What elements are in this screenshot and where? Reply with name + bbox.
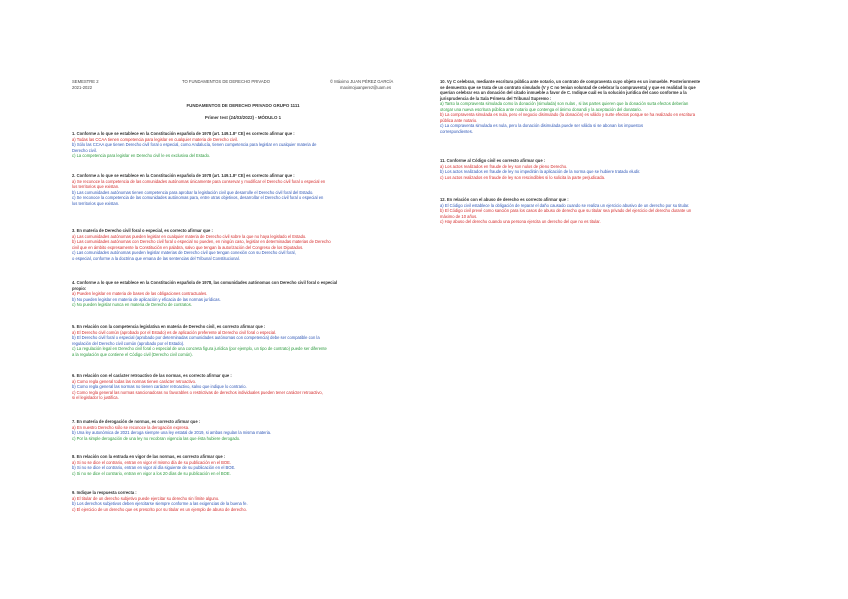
answer-option: c) El ejercicio de un derecho que es prescrito por su titular es un ejemplo de abuso de derecho. xyxy=(72,506,247,512)
answer-option: c) Las comunidades autónomas pueden legislar materias de Derecho civil que tengan conexión con su Derecho civil foral, xyxy=(72,250,296,255)
answer-option: c) La competencia para legislar en Derecho civil le es exclusiva del Estado. xyxy=(72,153,211,158)
answer-option: si el legislador lo justifica. xyxy=(72,395,119,400)
question-block xyxy=(72,228,410,261)
page-title: FUNDAMENTOS DE DERECHO PRIVADO GRUPO 1111 xyxy=(186,103,300,108)
answer-option: b) Si no se dice el contrario, entran en vigor al día siguiente de su publicación en el BOE. xyxy=(72,465,236,470)
answer-option: b) Como regla general las normas no tienen carácter retroactivo, salvo que indique lo contrario. xyxy=(72,384,247,389)
question-block xyxy=(72,419,410,441)
answer-option: a la regulación que contiene el Código civil (Derecho civil común). xyxy=(72,351,193,357)
answer-option: b) Las comunidades autónomas con Derecho civil foral o especial no pueden, en ningún caso, legislar en determinadas materias de Derecho xyxy=(72,239,331,244)
question-block xyxy=(440,79,778,134)
answer-option: b) El Código civil prevé como sanción para los casos de abuso de derecho que su titular sea privado del ejercicio del derecho durante un xyxy=(440,208,692,213)
answer-option: correspondientes. xyxy=(440,128,473,134)
subject-label: TO FUNDAMENTOS DE DERECHO PRIVADO xyxy=(182,79,270,84)
answer-option: b) Las comunidades autónomas tienen competencia para aprobar la legislación civil que desarrolle el Derecho civil foral del Estado. xyxy=(72,189,314,195)
question-text: querían celebrar era un donación del citado inmueble a favor de C. Indique cuál es la solución jurídica del caso conforme a la xyxy=(440,90,687,95)
answer-option: c) Si no se dice el contrario, entran en vigor a los 20 días de su publicación en el BOE. xyxy=(72,470,231,476)
answer-option: b) Sólo las CCAA que tienen Derecho civil foral o especial, como Andalucía, tienen competencia para legislar en cualquier materia de xyxy=(72,142,317,147)
answer-option: c) La regulación legal en Derecho civil foral o especial de una concreta figura jurídica (por ejemplo, un tipo de contrato) puede ser diferente xyxy=(72,346,327,351)
answer-option: a) Los actos realizados en fraude de ley son nulos de pleno Derecho. xyxy=(440,163,568,169)
answer-option: c) La compraventa simulada es nula, pero la donación disimulada puede ser válida si se abonan los impuestos xyxy=(440,123,644,128)
answer-option: otorgar una nueva escritura pública ante notario que contenga el ánimo donandi y la aceptación del donatario. xyxy=(440,106,642,112)
answer-option: a) Si no se dice el contrario, entran en vigor el mismo día de su publicación en el BOE. xyxy=(72,459,232,465)
answer-option: c) Hay abuso del derecho cuando una persona ejercita un derecho del que no es titular. xyxy=(440,219,601,224)
answer-option: c) Como regla general las normas sancionadoras no favorables o restrictivas de derechos individuales pueden tener carácter retroactivo, xyxy=(72,389,323,395)
answer-option: c) Por la simple derogación de una ley no recobran vigencia las que ésta hubiere derogado. xyxy=(72,435,241,441)
question-text: 9. Indique la respuesta correcta : xyxy=(72,490,137,495)
answer-option: máximo de 10 años. xyxy=(440,213,478,219)
answer-option: a) Pueden legislar en materia de bases de las obligaciones contractuales. xyxy=(72,291,208,296)
question-text: 2. Conforme a lo que se establece en la Constitución española de 1978 (art. 149.1.8ª CE) es correcto afirmar que : xyxy=(72,173,295,178)
question-text: 5. En relación con la competencia legislativa en materia de Derecho civil, es correcto afirmar que : xyxy=(72,324,266,329)
answer-option: b) La compraventa simulada es nula, pero el negocio disimulado (la donación) es válido y surte efectos porque se ha realizado en escritura xyxy=(440,112,696,117)
question-text: 1. Conforme a lo que se establece en la Constitución española de 1978 (art. 149.1.8ª CE) es correcto afirmar que : xyxy=(72,131,295,136)
question-text: propio: xyxy=(72,285,87,291)
question-block xyxy=(72,373,410,401)
question-block xyxy=(72,324,410,357)
answer-option: c) No pueden legislar nunca en materia de Derecho de contratos. xyxy=(72,302,192,307)
question-block xyxy=(72,454,410,476)
answer-option: Derecho civil. xyxy=(72,147,97,153)
page-subtitle: Primer test (24/03/2022) - MÓDULO 1 xyxy=(204,115,282,120)
answer-option: c) Los actos realizados en fraude de ley son rescindibles si lo solicita la parte perjudicada. xyxy=(440,174,606,180)
answer-option: a) El titular de un derecho subjetivo puede ejercitar su derecho sin límite alguno. xyxy=(72,495,220,501)
question-text: 8. En relación con la entrada en vigor de las normas, es correcto afirmar que : xyxy=(72,454,226,459)
answer-option: a) Como regla general todas las normas tienen carácter retroactivo. xyxy=(72,378,197,384)
answer-option: a) Las comunidades autónomas pueden legislar en cualquier materia de Derecho civil sobre la que no haya legislado el Estado. xyxy=(72,233,307,239)
answer-option: a) El Derecho civil común (aprobado por el Estado) es de aplicación preferente al Derecho civil foral o especial. xyxy=(72,329,277,335)
question-block xyxy=(72,131,410,159)
question-text: 3. En materia de Derecho civil foral o especial, es correcto afirmar que : xyxy=(72,228,213,233)
answer-option: a) En nuestro Derecho sólo se reconoce la derogación expresa. xyxy=(72,424,190,430)
answer-option: c) Se reconoce la competencia de las comunidades autónomas para, entre otras objetivos, desarrollar el Derecho civil foral o especial en xyxy=(72,195,324,200)
question-text: jurisprudencia de la Sala Primera del Tribunal Supremo : xyxy=(440,95,552,101)
answer-option: b) No pueden legislar en materia de aplicación y eficacia de las normas jurídicas. xyxy=(72,296,221,302)
question-block xyxy=(72,280,410,308)
question-text: se demuestra que se trata de un contrato simulado (V y C no tenían voluntad de celebrar la compraventa) y que en realidad lo que xyxy=(440,84,696,90)
question-block xyxy=(440,158,778,180)
answer-option: b) El Derecho civil foral o especial (aprobado por determinadas comunidades autónomas con competencia) debe ser compatible con la xyxy=(72,335,320,340)
answer-option: a) Tanto la compraventa simulada como la donación (simulada) son nulas , si las partes quieren que la donación surta efectos deberían xyxy=(440,101,689,106)
question-text: 10. Vy C celebran, mediante escritura pública ante notario, un contrato de compraventa cuyo objeto es un inmueble. Posteriormente xyxy=(440,79,701,84)
answer-option: a) Todas las CCAA tienen competencia para legislar en cualquier materia de Derecho civil. xyxy=(72,136,238,142)
question-block xyxy=(440,197,778,225)
question-text: 6. En relación con el carácter retroactivo de las normas, es correcto afirmar que : xyxy=(72,373,232,378)
question-text: 12. En relación con el abuso de derecho es correcto afirmar que : xyxy=(440,197,569,202)
answer-option: a) Se reconoce la competencia de las comunidades autónomas únicamente para conservar y modificar el Derecho civil foral o especial en xyxy=(72,178,326,184)
answer-option: los territorios que existan. xyxy=(72,184,120,189)
question-text: 4. Conforme a lo que se establece en la Constitución española de 1978, las comunidades autónomas con Derecho civil foral o especial xyxy=(72,280,338,285)
answer-option: b) Los actos realizados en fraude de ley no impedirán la aplicación de la norma que se hubiere tratado eludir. xyxy=(440,169,641,174)
course-label: SEMESTRE 2 xyxy=(72,79,99,84)
answer-option: pública ante notario. xyxy=(440,117,478,123)
year-label: 2021-2022 xyxy=(72,85,93,90)
author-label: © Máximo JUAN PÉREZ GARCÍA xyxy=(330,79,394,84)
answer-option: los territorios que existan. xyxy=(72,200,120,206)
answer-option: civil que en ámbito expresamente la Constitución en palabra, salvo que tengan la autorización del Congreso de los Diputados. xyxy=(72,244,304,250)
answer-option: b) Los derechos subjetivos deben ejercitarse siempre conforme a las exigencias de la buena fe. xyxy=(72,501,248,506)
answer-option: o especial, conforme a la doctrina que emana de las sentencias del Tribunal Constitucional. xyxy=(72,255,240,261)
question-text: 7. En materia de derogación de normas, es correcto afirmar que : xyxy=(72,419,201,424)
answer-option: regulación del Derecho civil común (aprobado por el Estado). xyxy=(72,340,185,346)
question-block xyxy=(72,173,410,206)
answer-option: a) El Código civil establece la obligación de reparar el daño causado cuando se realiza un ejercicio abusivo de un derecho por su titular. xyxy=(440,202,690,208)
email-label: maximojuanperez@uam.es xyxy=(340,85,392,90)
question-text: 11. Conforme al Código civil es correcto afirmar que : xyxy=(440,158,546,163)
question-block xyxy=(72,490,410,512)
answer-option: b) Una ley autonómica de 2021 deroga siempre una ley estatal de 2019, si ambas regulan la misma materia. xyxy=(72,430,272,435)
